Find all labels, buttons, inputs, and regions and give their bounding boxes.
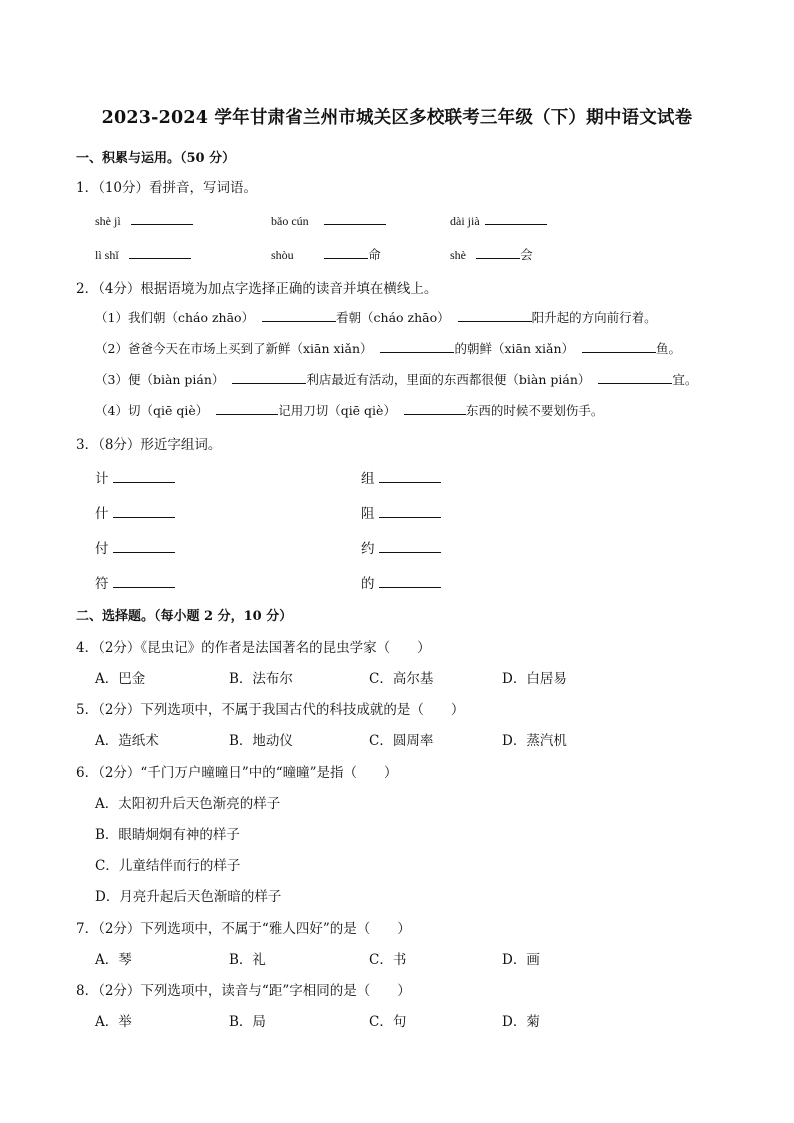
q8-option-d[interactable]: D．菊 <box>502 1014 540 1030</box>
answer-blank[interactable] <box>216 402 278 415</box>
answer-blank[interactable] <box>379 505 441 518</box>
question-3-stem: 3．（8分）形近字组词。 <box>76 437 222 453</box>
answer-blank[interactable] <box>324 212 386 225</box>
answer-blank[interactable] <box>582 340 656 353</box>
question-7-stem: 7．（2分）下列选项中，不属于“雅人四好”的是（ ） <box>76 921 411 937</box>
q3-left-1: 计 <box>95 467 175 487</box>
question-6-stem: 6．（2分）“千门万户曈曈日”中的“曈曈”是指（ ） <box>76 765 398 781</box>
answer-blank[interactable] <box>113 575 175 588</box>
q4-option-a[interactable]: A．巴金 <box>95 671 146 687</box>
answer-blank[interactable] <box>131 212 193 225</box>
q5-option-c[interactable]: C．圆周率 <box>369 733 434 749</box>
q2-line-3: （3）便（biàn pián） 利店最近有活动，里面的东西都很便（biàn pián） 宜。 <box>95 372 698 387</box>
answer-blank[interactable] <box>379 470 441 483</box>
answer-blank[interactable] <box>113 470 175 483</box>
answer-blank[interactable] <box>113 540 175 553</box>
q2-line-2: （2）爸爸今天在市场上买到了新鲜（xiān xiǎn） 的朝鲜（xiān xiǎn） 鱼。 <box>95 341 682 356</box>
q7-option-b[interactable]: B．礼 <box>229 952 266 968</box>
answer-blank[interactable] <box>458 309 532 322</box>
q7-option-d[interactable]: D．画 <box>502 952 540 968</box>
question-8-stem: 8．（2分）下列选项中，读音与“距”字相同的是（ ） <box>76 983 411 999</box>
q6-option-b[interactable]: B．眼睛炯炯有神的样子 <box>95 827 240 843</box>
answer-blank[interactable] <box>380 340 454 353</box>
answer-blank[interactable] <box>404 402 466 415</box>
answer-blank[interactable] <box>129 246 191 259</box>
q3-right-3: 约 <box>361 537 441 557</box>
answer-blank[interactable] <box>324 246 368 259</box>
q1-item-1: shè jì <box>95 210 193 229</box>
question-5-stem: 5．（2分）下列选项中，不属于我国古代的科技成就的是（ ） <box>76 702 465 718</box>
q3-right-1: 组 <box>361 467 441 487</box>
answer-blank[interactable] <box>485 212 547 225</box>
answer-blank[interactable] <box>262 309 336 322</box>
q3-right-4: 的 <box>361 572 441 592</box>
q8-option-c[interactable]: C．句 <box>369 1014 407 1030</box>
q4-option-d[interactable]: D．白居易 <box>502 671 567 687</box>
q2-line-4: （4）切（qiē qiè） 记用刀切（qiē qiè） 东西的时候不要划伤手。 <box>95 403 604 418</box>
question-4-stem: 4．（2分）《昆虫记》的作者是法国著名的昆虫学家（ ） <box>76 640 431 656</box>
q6-option-c[interactable]: C．儿童结伴而行的样子 <box>95 858 241 874</box>
q1-item-2: bǎo cún <box>271 210 386 229</box>
q5-option-d[interactable]: D．蒸汽机 <box>502 733 567 749</box>
document-title: 2023-2024 学年甘肃省兰州市城关区多校联考三年级（下）期中语文试卷 <box>101 108 693 128</box>
answer-blank[interactable] <box>379 540 441 553</box>
question-1-stem: 1．（10分）看拼音，写词语。 <box>76 180 258 196</box>
answer-blank[interactable] <box>476 246 520 259</box>
q8-option-a[interactable]: A．举 <box>95 1014 132 1030</box>
q8-option-b[interactable]: B．局 <box>229 1014 266 1030</box>
q3-left-2: 什 <box>95 502 175 522</box>
answer-blank[interactable] <box>598 371 672 384</box>
q7-option-c[interactable]: C．书 <box>369 952 407 968</box>
answer-blank[interactable] <box>379 575 441 588</box>
answer-blank[interactable] <box>232 371 306 384</box>
q6-option-a[interactable]: A．太阳初升后天色渐亮的样子 <box>95 796 281 812</box>
q3-left-4: 符 <box>95 572 175 592</box>
q1-item-6: shè 会 <box>450 247 533 262</box>
q5-option-b[interactable]: B．地动仪 <box>229 733 293 749</box>
q3-right-2: 阻 <box>361 502 441 522</box>
q4-option-c[interactable]: C．高尔基 <box>369 671 434 687</box>
section-heading-1: 一、积累与运用。（50 分） <box>76 151 236 166</box>
q5-option-a[interactable]: A．造纸术 <box>95 733 159 749</box>
q1-item-4: lì shǐ <box>95 244 191 263</box>
q1-item-3: dài jià <box>450 210 547 229</box>
section-heading-2: 二、选择题。（每小题 2 分，10 分） <box>76 609 293 624</box>
answer-blank[interactable] <box>113 505 175 518</box>
q3-left-3: 付 <box>95 537 175 557</box>
q6-option-d[interactable]: D．月亮升起后天色渐暗的样子 <box>95 889 282 905</box>
q7-option-a[interactable]: A．琴 <box>95 952 132 968</box>
q1-item-5: shòu 命 <box>271 247 381 262</box>
question-2-stem: 2．（4分）根据语境为加点字选择正确的读音并填在横线上。 <box>76 281 438 297</box>
q4-option-b[interactable]: B．法布尔 <box>229 671 293 687</box>
q2-line-1: （1）我们朝（cháo zhāo） 看朝（cháo zhāo） 阳升起的方向前行着。 <box>95 310 657 325</box>
